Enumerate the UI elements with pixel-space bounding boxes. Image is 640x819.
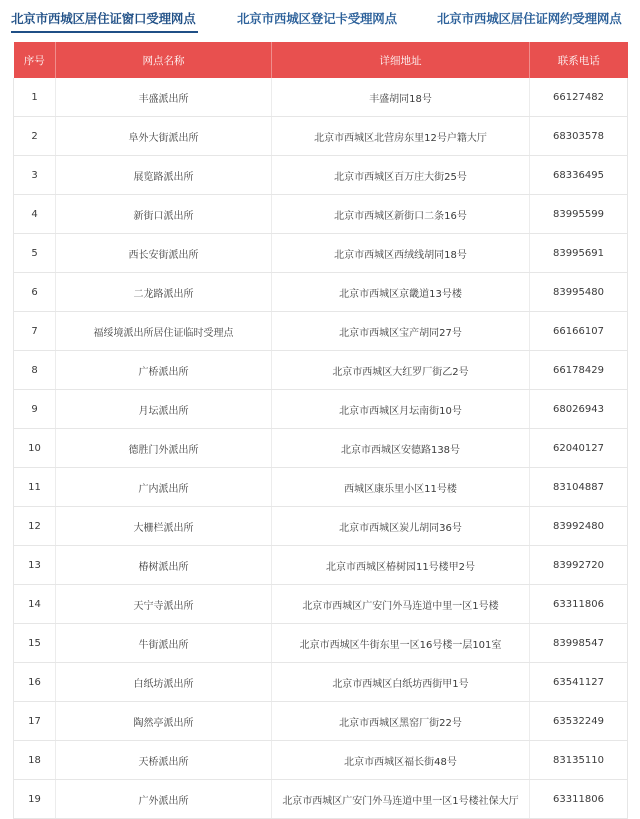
cell-phone: 66127482 [530,78,628,117]
table-row [14,546,628,585]
table-row [14,507,628,546]
cell-name: 德胜门外派出所 [56,429,272,468]
table-row [14,429,628,468]
table-row [14,117,628,156]
cell-phone: 83992480 [530,507,628,546]
cell-serial: 2 [14,117,56,156]
cell-address: 北京市西城区福长街48号 [272,741,530,780]
cell-address: 北京市西城区牛街东里一区16号楼一层101室 [272,624,530,663]
cell-address: 北京市西城区北营房东里12号户籍大厅 [272,117,530,156]
cell-address: 北京市西城区京畿道13号楼 [272,273,530,312]
cell-name: 福绥境派出所居住证临时受理点 [56,312,272,351]
cell-serial: 1 [14,78,56,117]
table-row [14,273,628,312]
cell-serial: 11 [14,468,56,507]
table-row [14,780,628,819]
cell-phone: 63311806 [530,780,628,819]
cell-serial: 18 [14,741,56,780]
header-phone: 联系电话 [530,42,628,78]
cell-address: 北京市西城区白纸坊西街甲1号 [272,663,530,702]
cell-phone: 63311806 [530,585,628,624]
cell-serial: 9 [14,390,56,429]
header-name: 网点名称 [56,42,272,78]
cell-name: 西长安街派出所 [56,234,272,273]
header-serial: 序号 [14,42,56,78]
cell-address: 北京市西城区新街口二条16号 [272,195,530,234]
cell-phone: 83992720 [530,546,628,585]
cell-serial: 3 [14,156,56,195]
acceptance-points-table-container [13,42,627,819]
cell-serial: 10 [14,429,56,468]
cell-serial: 19 [14,780,56,819]
cell-address: 北京市西城区椿树园11号楼甲2号 [272,546,530,585]
cell-phone: 68026943 [530,390,628,429]
tab-window-acceptance[interactable]: 北京市西城区居住证窗口受理网点 [11,11,196,26]
cell-name: 阜外大街派出所 [56,117,272,156]
cell-name: 广内派出所 [56,468,272,507]
table-row [14,468,628,507]
cell-phone: 68303578 [530,117,628,156]
cell-serial: 7 [14,312,56,351]
tab-bar [0,0,640,38]
cell-name: 新街口派出所 [56,195,272,234]
cell-address: 北京市西城区广安门外马连道中里一区1号楼 [272,585,530,624]
table-row [14,663,628,702]
cell-phone: 83104887 [530,468,628,507]
table-row [14,78,628,117]
cell-name: 二龙路派出所 [56,273,272,312]
cell-name: 丰盛派出所 [56,78,272,117]
cell-phone: 63532249 [530,702,628,741]
cell-phone: 68336495 [530,156,628,195]
cell-serial: 6 [14,273,56,312]
cell-phone: 62040127 [530,429,628,468]
cell-serial: 13 [14,546,56,585]
cell-address: 丰盛胡同18号 [272,78,530,117]
cell-serial: 14 [14,585,56,624]
table-row [14,702,628,741]
table-row [14,234,628,273]
table-header-row [14,42,628,78]
cell-name: 牛街派出所 [56,624,272,663]
cell-phone: 83995480 [530,273,628,312]
cell-serial: 8 [14,351,56,390]
cell-serial: 12 [14,507,56,546]
cell-phone: 83995691 [530,234,628,273]
cell-address: 北京市西城区宝产胡同27号 [272,312,530,351]
table-row [14,741,628,780]
cell-address: 北京市西城区月坛南街10号 [272,390,530,429]
cell-name: 椿树派出所 [56,546,272,585]
cell-address: 北京市西城区炭儿胡同36号 [272,507,530,546]
table-row [14,624,628,663]
cell-name: 天桥派出所 [56,741,272,780]
cell-name: 广桥派出所 [56,351,272,390]
cell-serial: 4 [14,195,56,234]
cell-address: 北京市西城区安德路138号 [272,429,530,468]
cell-serial: 5 [14,234,56,273]
cell-address: 北京市西城区广安门外马连道中里一区1号楼社保大厅 [272,780,530,819]
cell-address: 西城区康乐里小区11号楼 [272,468,530,507]
table-row [14,312,628,351]
cell-serial: 17 [14,702,56,741]
table-row [14,156,628,195]
table-body [14,78,628,819]
table-row [14,390,628,429]
cell-address: 北京市西城区百万庄大街25号 [272,156,530,195]
cell-phone: 83998547 [530,624,628,663]
cell-name: 陶然亭派出所 [56,702,272,741]
cell-name: 广外派出所 [56,780,272,819]
cell-address: 北京市西城区大红罗厂街乙2号 [272,351,530,390]
cell-name: 天宁寺派出所 [56,585,272,624]
cell-phone: 66178429 [530,351,628,390]
cell-phone: 83995599 [530,195,628,234]
cell-phone: 63541127 [530,663,628,702]
tab-registration-card[interactable]: 北京市西城区登记卡受理网点 [237,11,397,26]
cell-name: 白纸坊派出所 [56,663,272,702]
cell-name: 展览路派出所 [56,156,272,195]
cell-phone: 83135110 [530,741,628,780]
header-address: 详细地址 [272,42,530,78]
cell-address: 北京市西城区西绒线胡同18号 [272,234,530,273]
cell-serial: 15 [14,624,56,663]
cell-name: 月坛派出所 [56,390,272,429]
cell-phone: 66166107 [530,312,628,351]
acceptance-points-table [13,42,628,819]
table-row [14,195,628,234]
cell-name: 大栅栏派出所 [56,507,272,546]
table-row [14,351,628,390]
tab-online-appointment[interactable]: 北京市西城区居住证网约受理网点 [437,11,622,26]
table-row [14,585,628,624]
active-tab-underline [11,31,198,33]
cell-address: 北京市西城区黑窑厂街22号 [272,702,530,741]
cell-serial: 16 [14,663,56,702]
